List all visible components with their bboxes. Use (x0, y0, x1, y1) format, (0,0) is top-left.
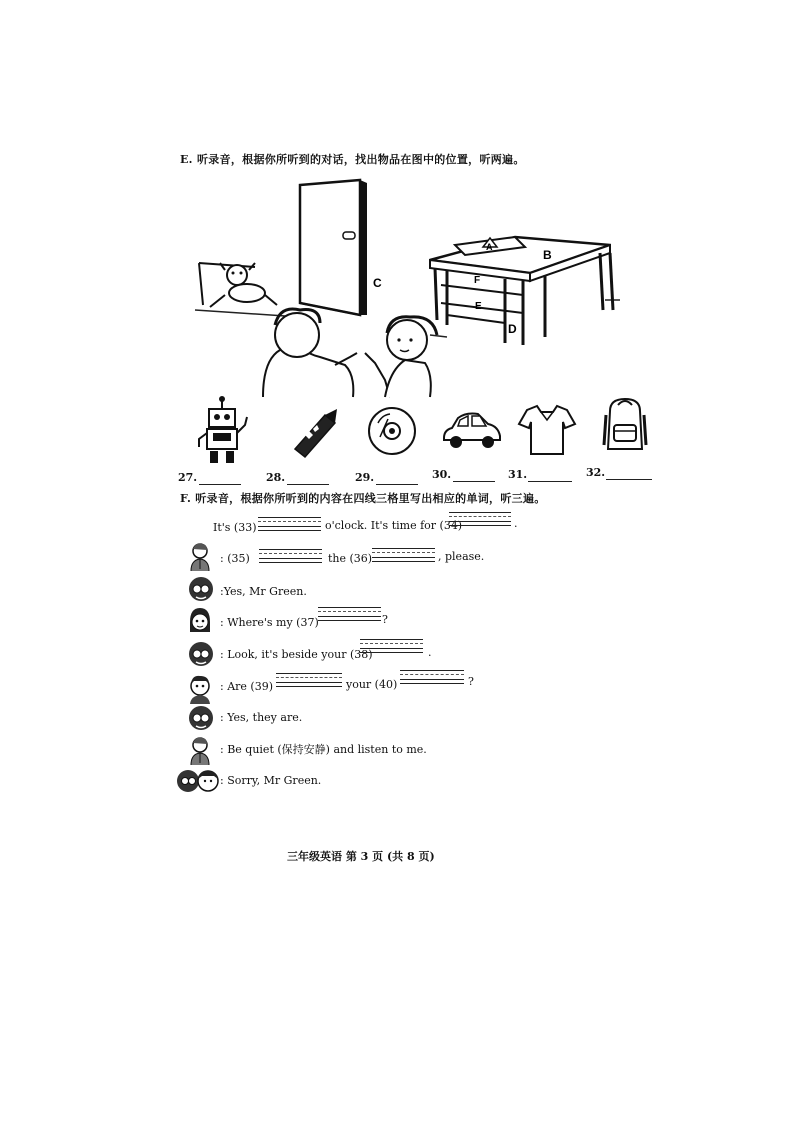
line1-middle: o'clock. It's time for (34) (325, 519, 463, 532)
scene-label-a: A (486, 242, 493, 252)
line2-prefix: : (35) (220, 552, 250, 565)
shirt-icon (517, 402, 577, 458)
writing-grid-37[interactable] (318, 607, 381, 621)
writing-grid-40[interactable] (400, 670, 464, 684)
line2-suffix: , please. (438, 550, 485, 563)
line4-suffix: ? (382, 613, 388, 626)
boys-illustration (263, 309, 437, 397)
kids-avatar (186, 703, 216, 733)
section-e-title: E. 听录音，根据你所听到的对话，找出物品在图中的位置，听两遍。 (180, 153, 525, 166)
answer-blank-28[interactable] (287, 484, 329, 485)
door-illustration (300, 180, 367, 315)
two-kids-avatar (176, 767, 220, 797)
answer-blank-27[interactable] (199, 484, 241, 485)
line4-prefix: : Where's my (37) (220, 616, 319, 629)
line7-text: : Yes, they are. (220, 711, 303, 724)
item-number-31: 31. (508, 468, 528, 481)
kids-avatar (186, 574, 216, 604)
item-number-32: 32. (586, 466, 606, 479)
item-number-27: 27. (178, 471, 198, 484)
writing-grid-38[interactable] (360, 639, 423, 653)
answer-blank-32[interactable] (606, 479, 652, 480)
kids-avatar (186, 639, 216, 669)
answer-blank-29[interactable] (376, 484, 418, 485)
writing-grid-36[interactable] (372, 548, 435, 562)
scene-label-e: E (475, 301, 482, 312)
line2-middle: the (36) (328, 552, 373, 565)
line6-middle: your (40) (346, 678, 398, 691)
writing-grid-35[interactable] (259, 549, 322, 563)
writing-grid-39[interactable] (276, 673, 342, 687)
answer-blank-31[interactable] (528, 481, 572, 482)
mr-green-avatar (188, 735, 212, 765)
crayon-icon (287, 405, 342, 460)
doll-illustration (199, 263, 277, 307)
mr-green-avatar (188, 541, 212, 571)
scene-label-d: D (508, 322, 517, 336)
section-f-title: F. 听录音，根据你所听到的内容在四线三格里写出相应的单词，听三遍。 (180, 492, 546, 505)
line6-suffix: ? (468, 675, 474, 688)
schoolbag-icon (600, 395, 650, 455)
toy-car-icon (440, 408, 504, 452)
answer-blank-30[interactable] (453, 481, 495, 482)
writing-grid-34[interactable] (449, 512, 511, 526)
boy-avatar (186, 672, 214, 704)
classroom-scene-illustration (185, 175, 625, 400)
scene-label-f: F (474, 275, 481, 286)
desk-illustration (430, 237, 613, 345)
line3-text: :Yes, Mr Green. (220, 585, 307, 598)
item-number-28: 28. (266, 471, 286, 484)
line9-text: : Sorry, Mr Green. (220, 774, 322, 787)
cd-icon (366, 405, 418, 457)
line8-text: : Be quiet (保持安静) and listen to me. (220, 743, 427, 756)
scene-label-b: B (543, 248, 552, 262)
line5-suffix: . (428, 646, 432, 659)
item-number-30: 30. (432, 468, 452, 481)
line1-suffix: . (514, 517, 518, 530)
line6-prefix: : Are (39) (220, 680, 273, 693)
line5-prefix: : Look, it's beside your (38) (220, 648, 373, 661)
page-footer: 三年级英语 第 3 页 (共 8 页) (287, 850, 435, 863)
robot-icon (195, 395, 249, 467)
writing-grid-33[interactable] (258, 517, 321, 531)
scene-label-c: C (373, 276, 382, 290)
line1-prefix: It's (33) (213, 521, 257, 534)
item-number-29: 29. (355, 471, 375, 484)
girl-avatar (186, 606, 214, 638)
